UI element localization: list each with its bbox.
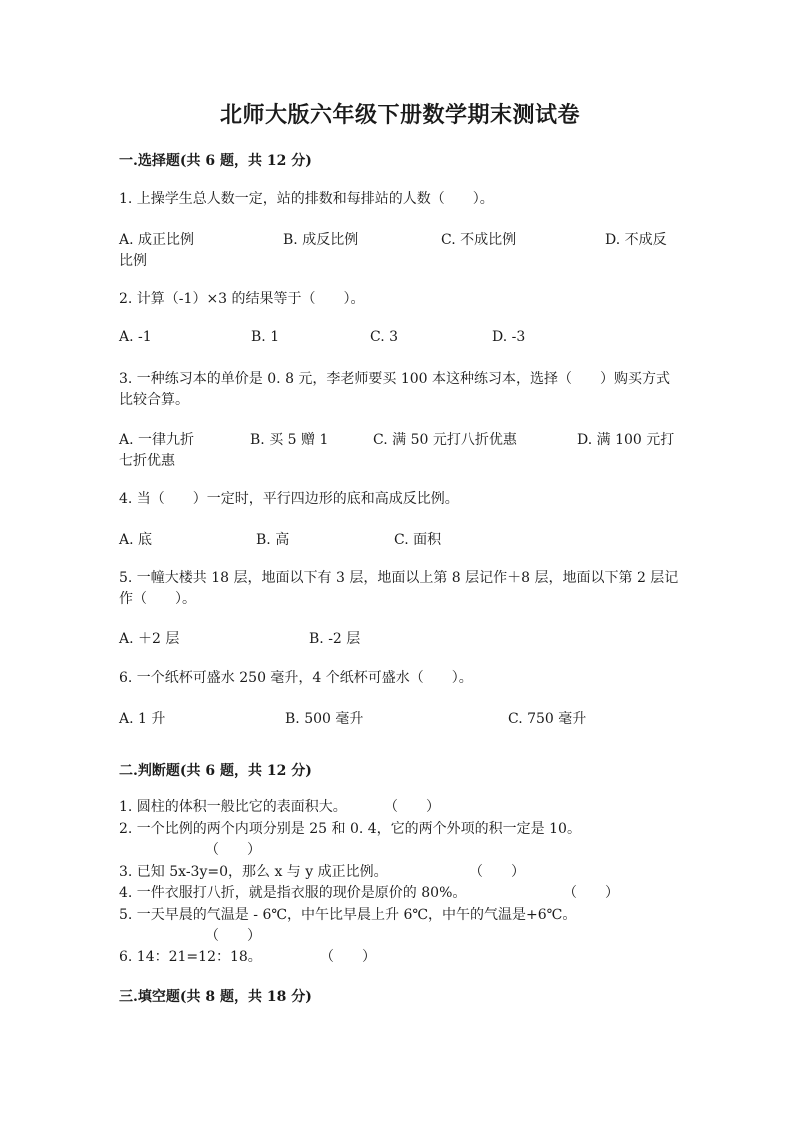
option-b: B. 500 毫升 [285,711,364,727]
option-d: D. 不成反 [605,232,667,248]
question-4-text: 4. 当（ ）一定时，平行四边形的底和高成反比例。 [119,491,459,507]
option-b: B. 成反比例 [283,232,359,248]
option-a: A. -1 [119,329,152,345]
option-c: C. 750 毫升 [508,711,587,727]
tf-item-2: 2. 一个比例的两个内项分别是 25 和 0. 4，它的两个外项的积一定是 10。 [119,821,581,837]
option-c: C. 面积 [394,532,442,548]
section-heading-true-false: 二.判断题(共 6 题，共 12 分) [119,763,312,779]
question-5-text: 5. 一幢大楼共 18 层，地面以下有 3 层，地面以上第 8 层记作＋8 层，地面以下第 2 层记作（ ）。 [119,570,679,607]
question-6-options [119,708,679,729]
section-heading-choice: 一.选择题(共 6 题，共 12 分) [119,153,312,169]
question-2-options [119,329,679,350]
option-a: A. 成正比例 [119,232,195,248]
answer-parentheses: （ ） [320,949,376,965]
question-5-options [119,628,679,649]
question-1-text: 1. 上操学生总人数一定，站的排数和每排站的人数（ ）。 [119,191,494,207]
option-b: B. 买 5 赠 1 [250,432,329,448]
question-2-text: 2. 计算（-1）×3 的结果等于（ ）。 [119,291,365,307]
option-a: A. 底 [119,532,153,548]
answer-parentheses: （ ） [205,928,261,944]
option-c: C. 3 [370,329,399,345]
question-3-options [119,429,679,450]
question-4-options [119,529,679,550]
answer-parentheses: （ ） [563,885,619,901]
question-3-text: 3. 一种练习本的单价是 0. 8 元，李老师要买 100 本这种练习本，选择（ ）购买方式比较合算。 [119,371,671,408]
tf-item-4: 4. 一件衣服打八折，就是指衣服的现价是原价的 80%。 [119,885,467,901]
section-heading-fill-blank: 三.填空题(共 8 题，共 18 分) [119,989,312,1005]
option-d: D. -3 [492,329,526,345]
option-b: B. 高 [256,532,290,548]
option-a: A. 1 升 [119,711,166,727]
option-b: B. -2 层 [309,631,361,647]
tf-item-3: 3. 已知 5x-3y=0，那么 x 与 y 成正比例。 [119,864,388,880]
answer-parentheses: （ ） [469,864,525,880]
option-b: B. 1 [251,329,280,345]
page-title: 北师大版六年级下册数学期末测试卷 [219,102,580,128]
tf-item-6: 6. 14：21=12：18。 [119,949,262,965]
option-a: A. ＋2 层 [119,631,180,647]
option-c: C. 满 50 元打八折优惠 [373,432,517,448]
option-c: C. 不成比例 [441,232,517,248]
option-a: A. 一律九折 [119,432,195,448]
option-continuation: 七折优惠 [119,453,175,469]
tf-item-5: 5. 一天早晨的气温是 - 6℃，中午比早晨上升 6℃，中午的气温是+6℃。 [119,907,577,923]
question-6-text: 6. 一个纸杯可盛水 250 毫升，4 个纸杯可盛水（ ）。 [119,670,473,686]
option-continuation: 比例 [119,253,147,269]
answer-parentheses: （ ） [384,799,440,815]
option-d: D. 满 100 元打 [577,432,675,448]
answer-parentheses: （ ） [205,842,261,858]
tf-item-1: 1. 圆柱的体积一般比它的表面积大。 [119,799,347,815]
question-1-options [119,229,679,250]
